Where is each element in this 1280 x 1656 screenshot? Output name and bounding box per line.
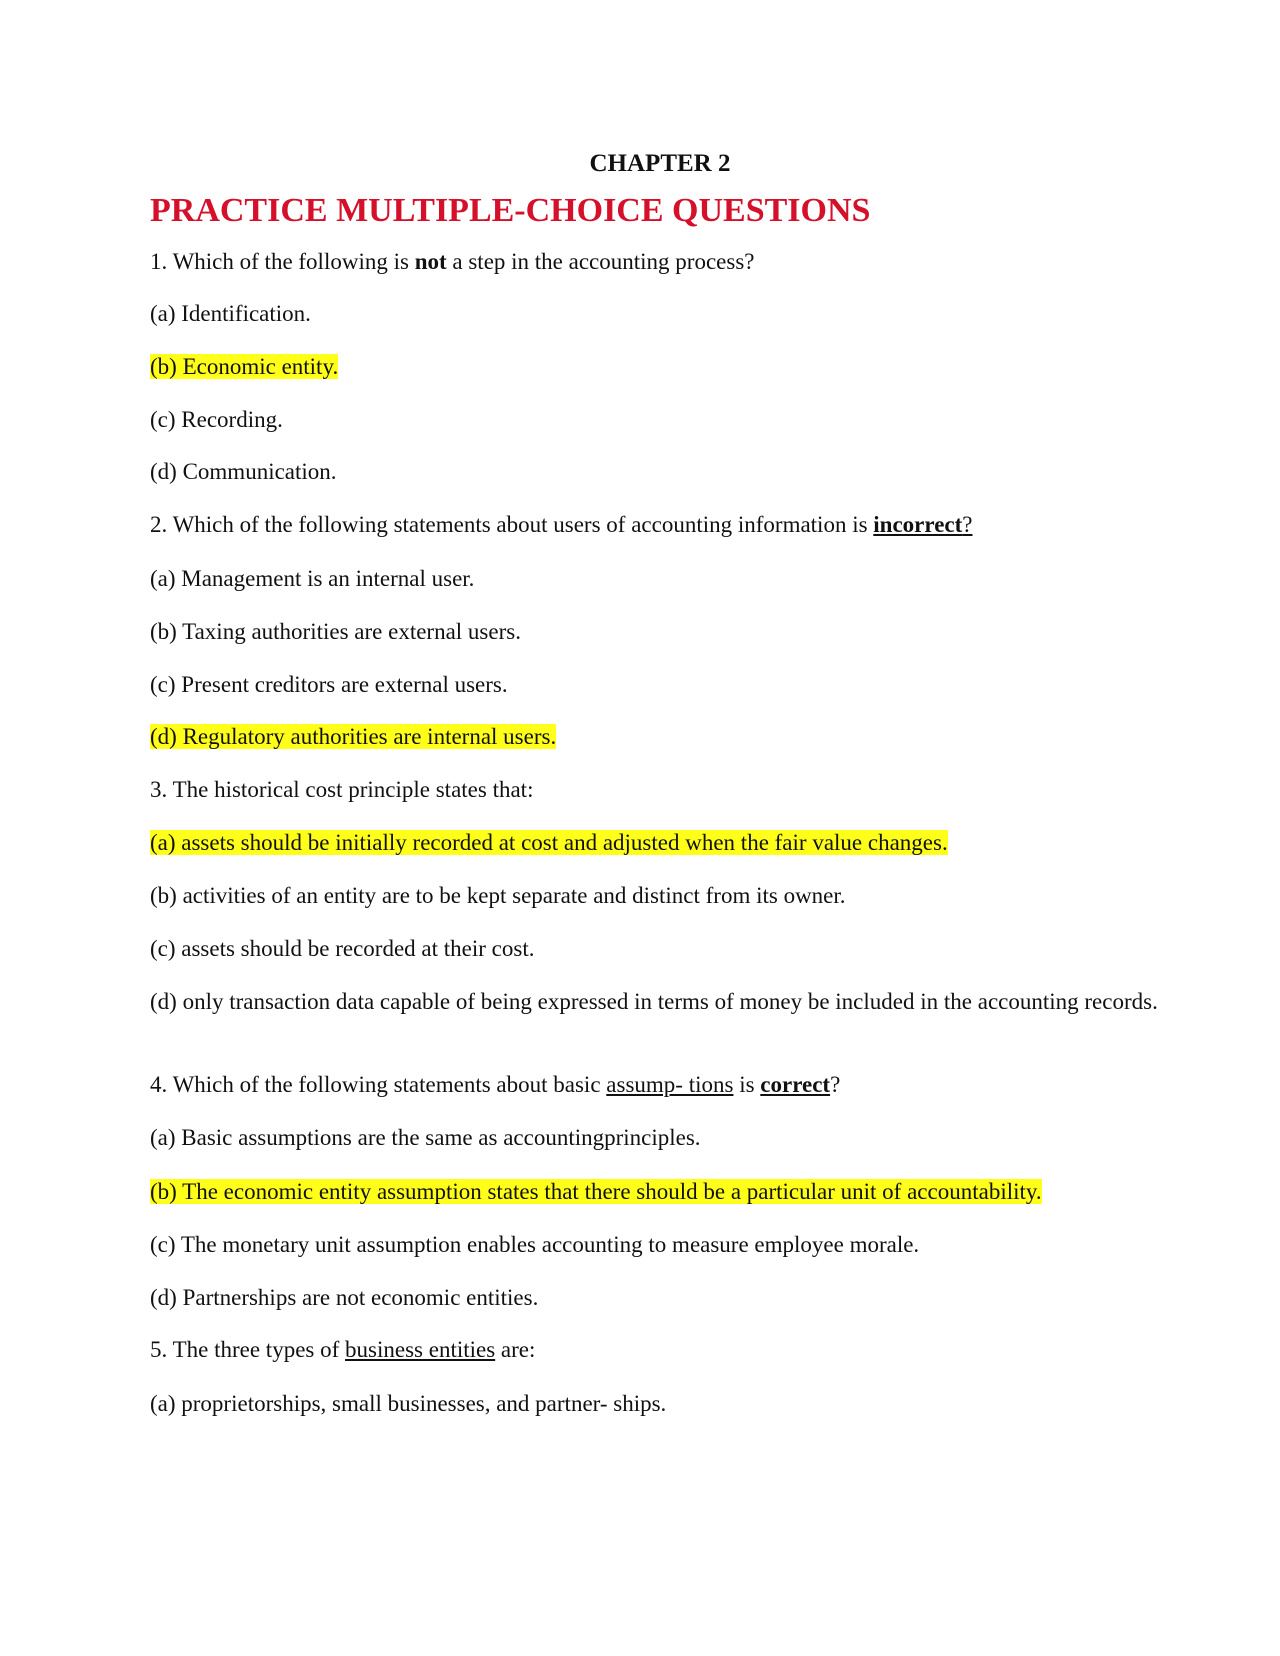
question-2-option-b <box>150 616 521 648</box>
question-4-stem <box>150 1069 840 1101</box>
question-1-text: 1. Which of the following is <box>150 249 415 274</box>
question-4-text: 4. Which of the following statements about basic <box>150 1072 607 1097</box>
question-1-option-a <box>150 298 311 330</box>
option-text: (b) Taxing authorities are external users. <box>150 619 521 644</box>
option-text: (d) only transaction data capable of being expressed in terms of money be included in the accounting records. <box>150 989 1158 1014</box>
question-2-text-end: ? <box>962 512 973 537</box>
highlighted-answer: (b) Economic entity. <box>150 354 339 379</box>
option-text: (d) Partnerships are not economic entities. <box>150 1285 539 1310</box>
question-5-text-end: are: <box>495 1337 536 1362</box>
question-5-stem <box>150 1334 535 1366</box>
question-3-option-c <box>150 933 534 965</box>
question-4-underlined: assump- tions <box>606 1072 734 1097</box>
question-4-emphasis: correct <box>760 1072 831 1097</box>
highlighted-answer: (d) Regulatory authorities are internal users. <box>150 724 557 749</box>
option-text: (c) Recording. <box>150 407 283 432</box>
question-4-option-b <box>150 1176 1042 1208</box>
question-3-stem <box>150 774 533 806</box>
question-4-text-mid: is <box>733 1072 761 1097</box>
option-text: (d) Communication. <box>150 459 337 484</box>
highlighted-answer: (a) assets should be initially recorded at cost and adjusted when the fair value changes. <box>150 830 948 855</box>
option-text: (a) proprietorships, small businesses, and partner- ships. <box>150 1391 667 1416</box>
question-4-option-c <box>150 1229 919 1261</box>
question-3-text: 3. The historical cost principle states that: <box>150 777 534 802</box>
chapter-heading: CHAPTER 2 <box>589 150 731 177</box>
question-2-option-c <box>150 669 508 701</box>
question-1-option-b <box>150 351 338 383</box>
question-4-option-d <box>150 1282 538 1314</box>
question-2-text: 2. Which of the following statements about users of accounting information is <box>150 512 874 537</box>
option-text: (b) activities of an entity are to be kept separate and distinct from its owner. <box>150 883 846 908</box>
question-1-stem <box>150 246 754 278</box>
question-2-option-d <box>150 721 556 753</box>
question-3-option-d <box>150 986 1170 1017</box>
question-5-text: 5. The three types of <box>150 1337 346 1362</box>
option-text: (a) Management is an internal user. <box>150 566 475 591</box>
question-5-underlined: business entities <box>345 1337 496 1362</box>
question-1-option-d <box>150 456 337 488</box>
option-text: (c) assets should be recorded at their cost. <box>150 936 535 961</box>
question-2-option-a <box>150 563 474 595</box>
question-3-option-a <box>150 827 948 859</box>
question-4-text-end: ? <box>830 1072 841 1097</box>
page-title: PRACTICE MULTIPLE-CHOICE QUESTIONS <box>150 192 871 229</box>
highlighted-answer: (b) The economic entity assumption states that there should be a particular unit of accountability. <box>150 1179 1042 1204</box>
question-4-option-a <box>150 1122 701 1154</box>
question-3-option-b <box>150 880 846 912</box>
question-5-option-a <box>150 1388 666 1420</box>
option-text: (a) Identification. <box>150 301 311 326</box>
question-1-option-c <box>150 404 283 436</box>
option-text: (c) The monetary unit assumption enables accounting to measure employee morale. <box>150 1232 920 1257</box>
question-2-stem <box>150 509 972 541</box>
option-text: (c) Present creditors are external users. <box>150 672 508 697</box>
question-1-emphasis: not <box>414 249 447 274</box>
question-2-emphasis: incorrect <box>873 512 963 537</box>
question-1-text-end: a step in the accounting process? <box>446 249 755 274</box>
option-text: (a) Basic assumptions are the same as accountingprinciples. <box>150 1125 701 1150</box>
